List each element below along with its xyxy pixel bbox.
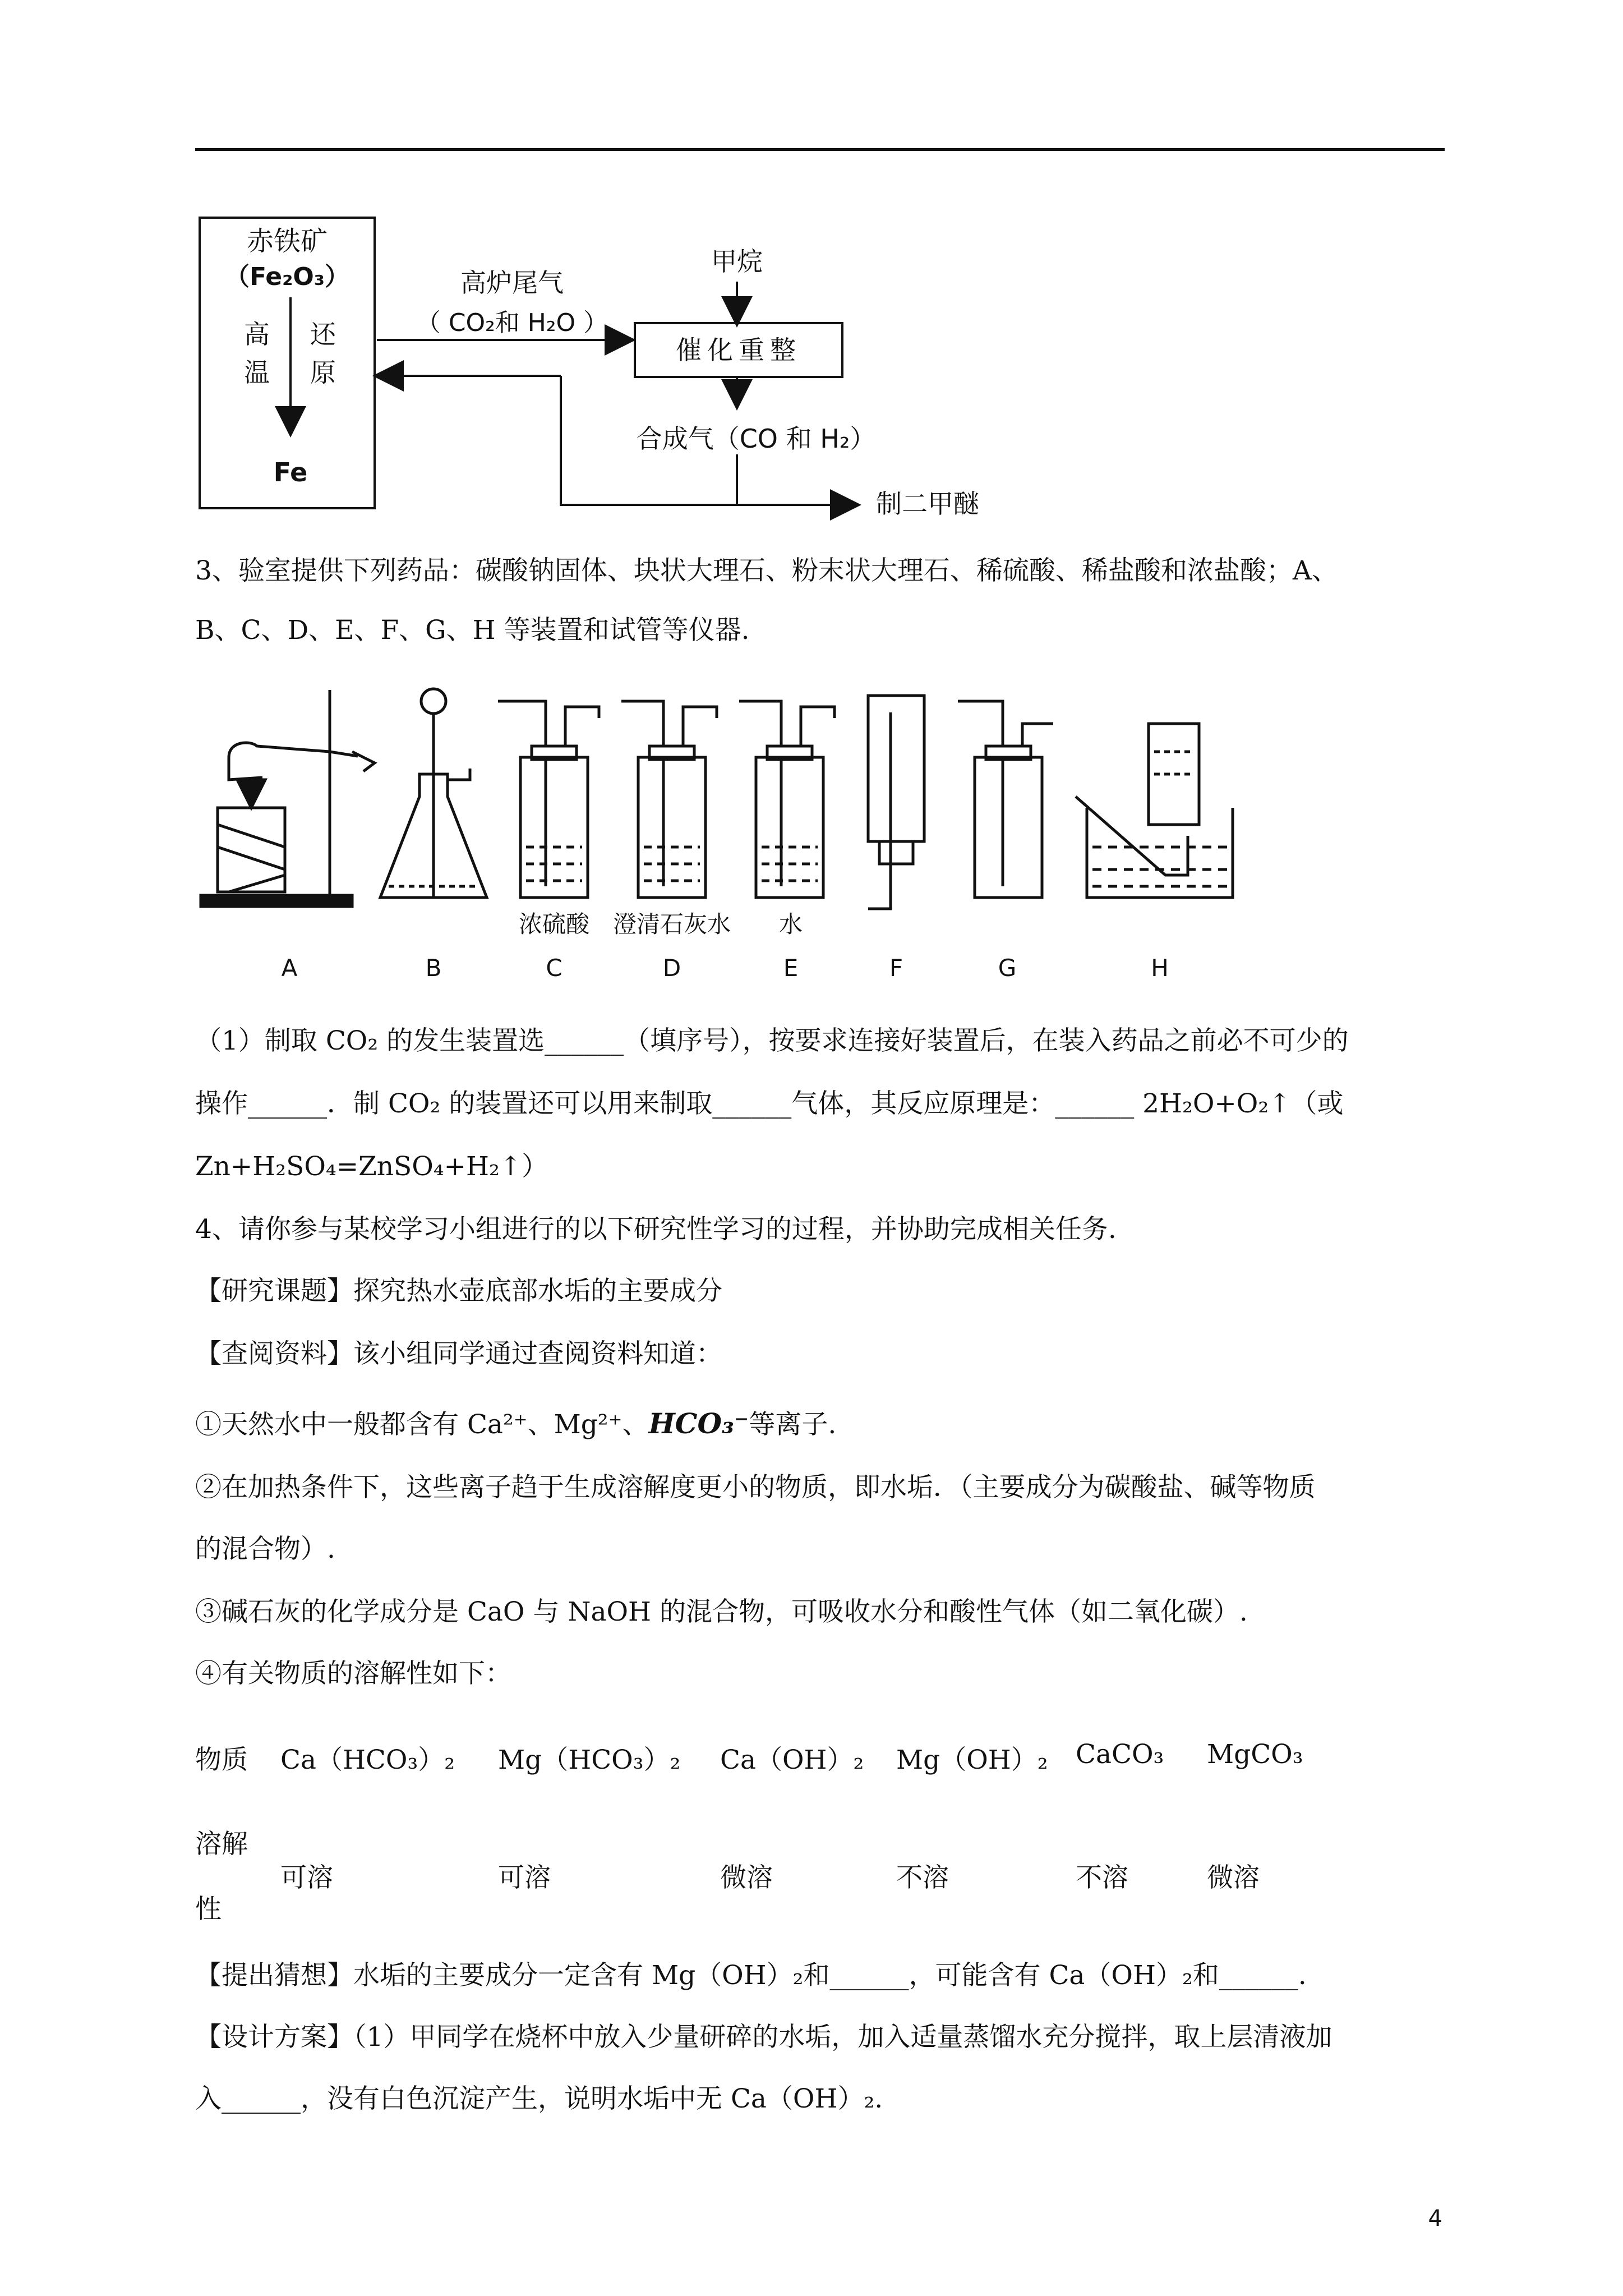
q3-part1-line-2: 操作______．制 CO₂ 的装置还可以用来制取______气体，其反应原理是：______ 2H₂O+O₂↑（或 xyxy=(195,1088,1344,1119)
right-label-1: 还 xyxy=(310,319,336,349)
apparatus-f xyxy=(868,696,924,909)
q4-info-1-a: ①天然水中一般都含有 Ca²⁺、Mg²⁺、 xyxy=(195,1409,649,1440)
bicarbonate-ion: HCO₃⁻ xyxy=(648,1407,749,1440)
q4-info-2-line-1: ②在加热条件下，这些离子趋于生成溶解度更小的物质，即水垢．（主要成分为碳酸盐、碱等物质 xyxy=(195,1472,1316,1503)
iron-ore-flow-diagram xyxy=(195,213,1036,527)
q4-design-line-2: 入______，没有白色沉淀产生，说明水垢中无 Ca（OH）₂. xyxy=(195,2083,883,2114)
apparatus-e xyxy=(739,701,834,898)
ore-name: 赤铁矿 xyxy=(246,226,328,257)
q4-topic: 【研究课题】探究热水壶底部水垢的主要成分 xyxy=(195,1276,722,1306)
label-g: G xyxy=(998,954,1017,982)
table-head-solubility-2: 性 xyxy=(195,1894,222,1925)
syngas-label: 合成气（CO 和 H₂） xyxy=(636,424,876,454)
q4-line-1: 4、请你参与某校学习小组进行的以下研究性学习的过程，并协助完成相关任务. xyxy=(195,1214,1117,1245)
q4-design-line-1: 【设计方案】（1）甲同学在烧杯中放入少量研碎的水垢，加入适量蒸馏水充分搅拌，取上层清液加 xyxy=(195,2022,1332,2053)
apparatus-d xyxy=(621,701,717,898)
table-substance-6: MgCO₃ xyxy=(1207,1739,1303,1770)
left-label-1: 高 xyxy=(244,319,270,349)
q4-info-4: ④有关物质的溶解性如下： xyxy=(195,1658,511,1689)
ether-label: 制二甲醚 xyxy=(876,489,979,519)
right-label-2: 原 xyxy=(310,357,336,388)
apparatus-b xyxy=(380,689,487,898)
table-head-solubility-1: 溶解 xyxy=(195,1829,248,1860)
q3-line-2: B、C、D、E、F、G、H 等装置和试管等仪器. xyxy=(195,615,750,646)
table-substance-2: Mg（HCO₃）₂ xyxy=(498,1745,681,1775)
apparatus-c xyxy=(498,701,599,898)
label-a: A xyxy=(281,954,298,982)
table-solubility-6: 微溶 xyxy=(1207,1862,1260,1893)
table-substance-3: Ca（OH）₂ xyxy=(720,1745,864,1775)
apparatus-g xyxy=(958,701,1053,898)
apparatus-h xyxy=(1076,724,1233,898)
q3-part1-line-3: Zn+H₂SO₄=ZnSO₄+H₂↑） xyxy=(195,1151,548,1182)
q3-line-1: 3、验室提供下列药品：碳酸钠固体、块状大理石、粉末状大理石、稀硫酸、稀盐酸和浓盐酸；A、 xyxy=(195,555,1338,586)
q4-info-3: ③碱石灰的化学成分是 CaO 与 NaOH 的混合物，可吸收水分和酸性气体（如二氧化碳）. xyxy=(195,1596,1248,1627)
q4-guess: 【提出猜想】水垢的主要成分一定含有 Mg（OH）₂和______，可能含有 Ca（OH）₂和______. xyxy=(195,1960,1307,1991)
table-solubility-1: 可溶 xyxy=(280,1862,333,1893)
label-d: D xyxy=(662,954,681,982)
table-solubility-5: 不溶 xyxy=(1076,1862,1128,1893)
table-head-substance: 物质 xyxy=(195,1745,248,1775)
table-substance-1: Ca（HCO₃）₂ xyxy=(280,1745,455,1775)
methane-label: 甲烷 xyxy=(711,246,763,277)
label-h: H xyxy=(1151,954,1169,982)
label-c: C xyxy=(546,954,562,982)
content-e: 水 xyxy=(778,910,803,938)
apparatus-a xyxy=(201,690,375,907)
header-rule xyxy=(195,148,1445,151)
reformer-label: 催化重整 xyxy=(676,335,801,365)
table-solubility-3: 微溶 xyxy=(720,1862,773,1893)
table-solubility-4: 不溶 xyxy=(896,1862,949,1893)
ore-formula: （Fe₂O₃） xyxy=(224,263,350,291)
gas-label: 高炉尾气 xyxy=(460,268,564,298)
content-d: 澄清石灰水 xyxy=(612,910,731,938)
left-label-2: 温 xyxy=(244,357,270,388)
q4-info: 【查阅资料】该小组同学通过查阅资料知道： xyxy=(195,1338,722,1369)
q3-part1-line-1: （1）制取 CO₂ 的发生装置选______（填序号），按要求连接好装置后，在装入药品之前必不可少的 xyxy=(195,1025,1349,1056)
page-number: 4 xyxy=(1428,2206,1442,2231)
apparatus-figure xyxy=(195,679,1249,993)
q4-info-2-line-2: 的混合物）. xyxy=(195,1534,335,1565)
q4-info-1-b: 等离子. xyxy=(749,1409,837,1440)
product-fe: Fe xyxy=(273,457,308,487)
content-c: 浓硫酸 xyxy=(518,910,590,938)
gas-formula: （ CO₂和 H₂O ） xyxy=(416,309,608,337)
label-b: B xyxy=(425,954,442,982)
table-solubility-2: 可溶 xyxy=(498,1862,551,1893)
table-substance-4: Mg（OH）₂ xyxy=(896,1745,1048,1775)
label-e: E xyxy=(783,954,799,982)
label-f: F xyxy=(889,954,903,982)
table-substance-5: CaCO₃ xyxy=(1076,1739,1164,1770)
q4-info-1 xyxy=(195,1407,1445,1441)
